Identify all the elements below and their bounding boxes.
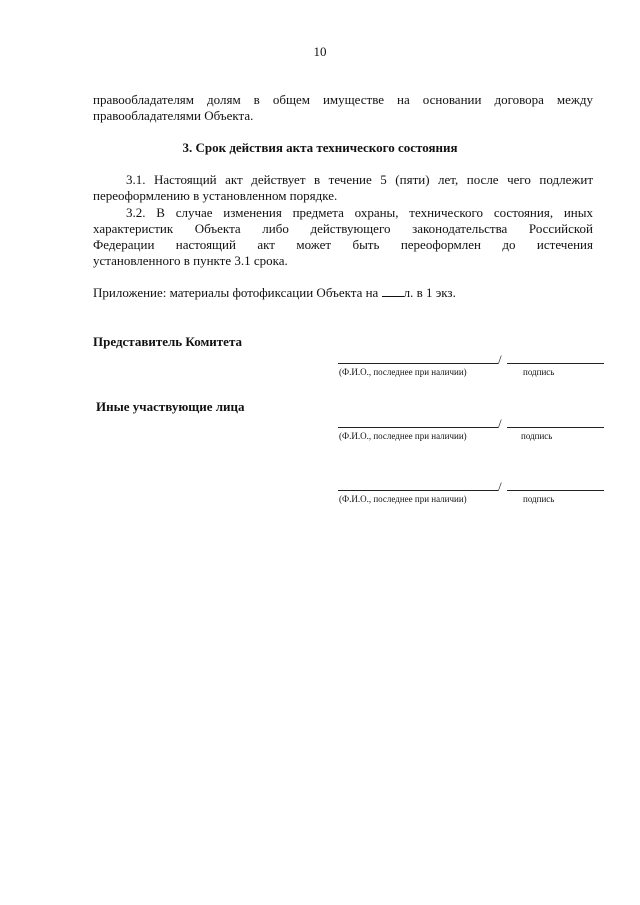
fio-caption-2: (Ф.И.О., последнее при наличии) xyxy=(339,431,467,441)
intro-line-2: правообладателями Объекта. xyxy=(93,108,254,123)
signature-line-3 xyxy=(507,490,604,491)
paragraph-3-2-line-4: установленного в пункте 3.1 срока. xyxy=(93,253,288,268)
appendix-suffix: л. в 1 экз. xyxy=(403,285,456,300)
slash-1: / xyxy=(498,352,502,367)
page-number: 10 xyxy=(313,44,327,59)
appendix-line xyxy=(93,285,593,301)
paragraph-3-1-line-1: 3.1. Настоящий акт действует в течение 5 (пяти) лет, после чего подлежит xyxy=(126,172,593,187)
signature-caption-2: подпись xyxy=(521,431,553,441)
fio-line-1 xyxy=(338,363,498,364)
paragraph-3-2-line-3: Федерации настоящий акт может быть переоформлен до истечения xyxy=(93,237,593,252)
fio-caption-1: (Ф.И.О., последнее при наличии) xyxy=(339,367,467,377)
paragraph-3-2-line-1: 3.2. В случае изменения предмета охраны, технического состояния, иных xyxy=(126,205,593,220)
slash-3: / xyxy=(498,479,502,494)
signature-line-1 xyxy=(507,363,604,364)
signature-caption-1: подпись xyxy=(523,367,555,377)
fio-line-3 xyxy=(338,490,498,491)
appendix-prefix: Приложение: материалы фотофиксации Объекта на xyxy=(93,285,382,300)
paragraph-3-1-line-2: переоформлению в установленном порядке. xyxy=(93,188,338,203)
committee-representative-label: Представитель Комитета xyxy=(93,334,242,349)
paragraph-3-2-line-2: характеристик Объекта либо действующего законодательства Российской xyxy=(93,221,593,236)
section-3-title: 3. Срок действия акта технического состояния xyxy=(182,140,458,155)
slash-2: / xyxy=(498,416,502,431)
intro-line-1: правообладателям долям в общем имуществе на основании договора между xyxy=(93,92,593,107)
appendix-blank-line xyxy=(382,296,404,297)
fio-line-2 xyxy=(338,427,498,428)
other-participants-label: Иные участвующие лица xyxy=(96,399,245,414)
signature-caption-3: подпись xyxy=(523,494,555,504)
fio-caption-3: (Ф.И.О., последнее при наличии) xyxy=(339,494,467,504)
signature-line-2 xyxy=(507,427,604,428)
